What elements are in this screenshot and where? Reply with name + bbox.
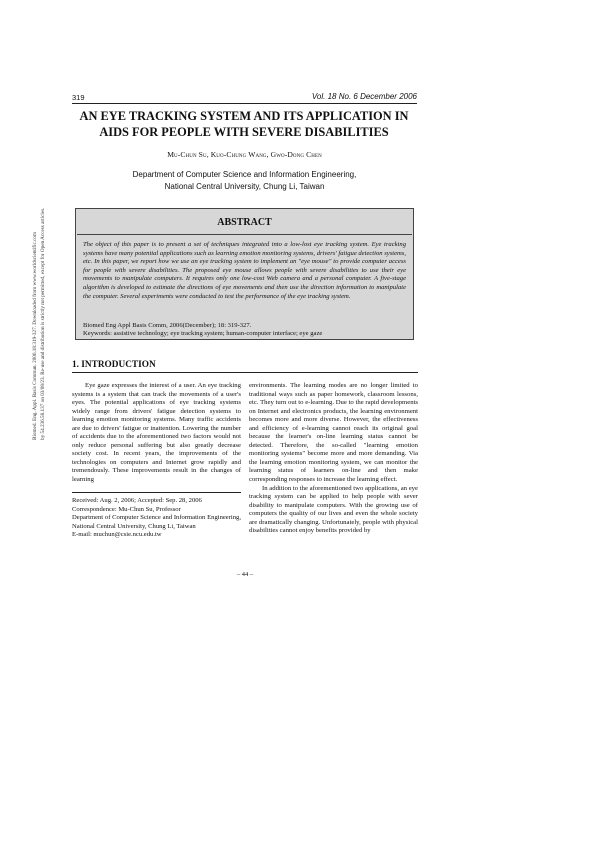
abstract-citation [83,322,406,339]
page-footer: – 44 – [236,571,254,578]
affiliation-line-1: Department of Computer Science and Information Engineering, [132,170,357,179]
paper-title [60,108,428,140]
abstract-rule [77,234,412,235]
abstract-heading: ABSTRACT [217,217,272,228]
right-column [249,382,418,536]
header-rule [72,103,417,104]
download-notice-line-1: Biomed. Eng. Appl. Basis Commun. 2006.18:319-327. Downloaded from www.worldscientific.com [32,231,38,440]
section-rule [72,372,418,373]
footnote-department: Department of Computer Science and Information Engineering, National Central University, Chung Li, Taiwan [72,514,241,530]
affiliation [72,169,417,193]
keywords-line: Keywords: assistive technology; eye tracking system; human-computer interface; eye gaze [83,330,323,338]
download-notice [10,200,55,440]
download-notice-line-2: by 54.236.58.137 on 03/08/23. Re-use and distribution is strictly not permitted, except for Open Access articles. [40,207,46,440]
title-line-1: AN EYE TRACKING SYSTEM AND ITS APPLICATION IN [79,109,409,123]
page-number: 319 [72,93,85,102]
footnote-rule [72,492,241,493]
footnote-email: E-mail: muchun@csie.ncu.edu.tw [72,531,162,538]
footnote-correspondence: Correspondence: Mu-Chun Su, Professor [72,505,181,513]
section-heading: 1. INTRODUCTION [72,360,156,370]
footnote-received: Received: Aug. 2, 2006; Accepted: Sep. 28, 2006 [72,497,202,504]
journal-issue: Vol. 18 No. 6 December 2006 [311,92,417,101]
left-paragraph-1: Eye gaze expresses the interest of a user. An eye tracking systems is a system that can track the movements of a user's eyes. The potential applications of eye tracking systems widely range from drivers' fatigue detection systems to learning emotion monitoring systems. Many traffic accidents are due to drivers' fatigue or inattention. Lowering the number of accidents due to the aforementioned two factors would not only reduce personal suffering but also greatly decrease society cost. In recent years, the improvements of the technologies on computers and Internet grow rapidly and tremendously. These improvements result in the changes of learning [72,382,241,484]
abstract-body: The object of this paper is to present a set of techniques integrated into a low-lost eye tracking system. Eye tracking systems have many potential applications such as learning emotion monitoring systems, drivers' fatigue detection systems, etc. In this paper, we report how we use an eye tracking system to implement an "eye mouse" to provide computer access for people with severe disabilities. The proposed eye mouse allows people with severe disabilities to use their eye movements to manipulate computers. It requires only one low-cost Web camera and a personal computer. A five-stage algorithm is developed to estimate the directions of eye movements and then use the direction information to manipulate the computer. Several experiments were conducted to test the performance of the eye tracking system. [83,241,406,300]
right-paragraph-2: In addition to the aforementioned two applications, an eye tracking system can be applied to help people with sever disability to manipulate computers. With the growing use of computers the quality of our lives and even the whole society are dramatically changing. Unfortunately, people with physical disabilities cannot enjoy benefits provided by [249,484,418,535]
footnote [72,497,241,540]
abstract-box [75,208,414,340]
authors: Mu-Chun Su, Kuo-Chung Wang, Gwo-Dong Chen [167,150,322,159]
right-paragraph-1: environments. The learning modes are no longer limited to traditional ways such as paper homework, classroom lessons, etc. They turn out to e-learning. Due to the rapid developments on Internet and electronics products, the learning environment becomes more and more diverse. However, the effectiveness and efficiency of e-learning cannot reach its original goal because the learner's on-line learning status cannot be detected. Therefore, the so-called "learning emotion monitoring systems" become more and more demanding. Via the learning emotion monitoring system, we can monitor the learning status of learners on-line and then make corresponding responses to increase the learning effect. [249,382,418,484]
affiliation-line-2: National Central University, Chung Li, Taiwan [164,182,325,191]
left-column [72,382,241,485]
title-line-2: AIDS FOR PEOPLE WITH SEVERE DISABILITIES [99,125,389,139]
citation-line: Biomed Eng Appl Basis Comm, 2006(December); 18: 319-327. [83,322,252,329]
